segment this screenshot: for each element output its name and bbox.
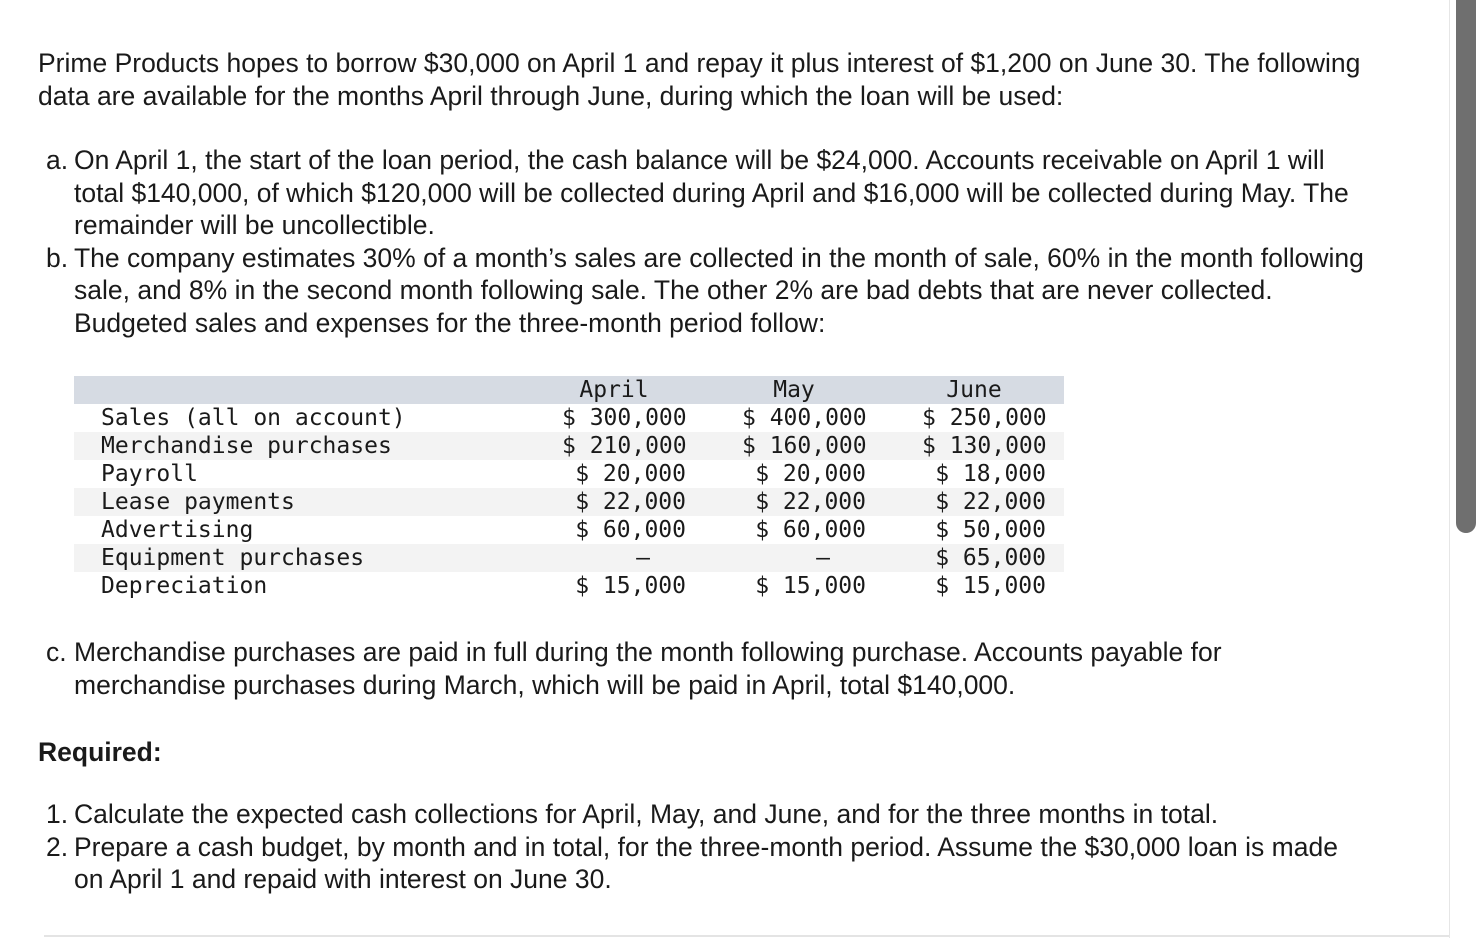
required-item-1 <box>38 798 1338 831</box>
list-item-line: remainder will be uncollectible. <box>74 210 435 240</box>
row-label: Lease payments <box>101 489 295 515</box>
list-marker: a. <box>46 145 69 175</box>
cell-april: – <box>636 545 650 571</box>
list-item-line: Merchandise purchases are paid in full during the month following purchase. Accounts payable for <box>74 637 1222 667</box>
cell-april: $ 300,000 <box>562 405 687 431</box>
cell-april: $ 60,000 <box>575 517 686 543</box>
list-item-line: total $140,000, of which $120,000 will be collected during April and $16,000 will be collected during May. The <box>74 177 1349 208</box>
cell-april: $ 22,000 <box>575 489 686 515</box>
table-row <box>74 432 1064 460</box>
scrollbar-thumb[interactable] <box>1456 0 1476 533</box>
table-row <box>74 404 1064 432</box>
list-marker: 2. <box>46 831 69 862</box>
cell-may: $ 20,000 <box>755 461 866 487</box>
cell-may: – <box>816 545 830 571</box>
vertical-scrollbar[interactable] <box>1449 0 1478 938</box>
budget-table <box>74 376 1064 600</box>
table-row <box>74 544 1064 572</box>
column-header-april: April <box>579 377 649 403</box>
required-list <box>38 798 1338 896</box>
list-item-a <box>38 144 1478 242</box>
list-item-line: sale, and 8% in the second month following sale. The other 2% are bad debts that are never collected. <box>74 275 1273 305</box>
list-item-line: on April 1 and repaid with interest on June 30. <box>74 864 612 894</box>
table-header <box>74 376 1064 404</box>
table-row <box>74 572 1064 600</box>
required-heading: Required: <box>38 737 162 767</box>
cell-june: $ 15,000 <box>935 573 1046 599</box>
row-label: Payroll <box>101 461 198 487</box>
list-marker: b. <box>46 242 69 273</box>
cell-april: $ 15,000 <box>575 573 686 599</box>
cell-may: $ 15,000 <box>755 573 866 599</box>
list-marker: c. <box>46 637 67 667</box>
list-item-line: Calculate the expected cash collections for April, May, and June, and for the three months in total. <box>74 799 1219 829</box>
intro-paragraph <box>38 47 1478 112</box>
list-item-line: The company estimates 30% of a month’s sales are collected in the month of sale, 60% in the month following <box>74 242 1364 273</box>
row-label: Merchandise purchases <box>101 433 392 459</box>
cell-june: $ 22,000 <box>935 489 1046 515</box>
cell-may: $ 160,000 <box>742 433 867 459</box>
cell-june: $ 50,000 <box>935 517 1046 543</box>
cell-april: $ 210,000 <box>562 433 687 459</box>
list-item-line: merchandise purchases during March, which will be paid in April, total $140,000. <box>74 669 1016 700</box>
bottom-divider <box>44 935 1450 937</box>
intro-line: Prime Products hopes to borrow $30,000 on April 1 and repay it plus interest of $1,200 on June 30. The following <box>38 48 1361 78</box>
cell-april: $ 20,000 <box>575 461 686 487</box>
cell-may: $ 60,000 <box>755 517 866 543</box>
table-row <box>74 516 1064 544</box>
list-marker: 1. <box>46 799 69 829</box>
list-item-line: Budgeted sales and expenses for the three-month period follow: <box>74 307 826 338</box>
cell-may: $ 22,000 <box>755 489 866 515</box>
required-item-2 <box>38 831 1338 896</box>
cell-june: $ 18,000 <box>935 461 1046 487</box>
row-label: Depreciation <box>101 573 268 599</box>
cell-june: $ 250,000 <box>922 405 1047 431</box>
column-header-may: May <box>773 377 815 403</box>
intro-line: data are available for the months April through June, during which the loan will be used: <box>38 80 1064 111</box>
table-row <box>74 488 1064 516</box>
problem-text <box>38 47 1478 339</box>
column-header-june: June <box>946 377 1002 403</box>
list-item-c <box>38 636 1222 701</box>
list-item-line: On April 1, the start of the loan period, the cash balance will be $24,000. Accounts receivable on April 1 will <box>74 145 1325 175</box>
requirements-list <box>38 144 1478 339</box>
cell-june: $ 130,000 <box>922 433 1047 459</box>
list-item-b <box>38 242 1478 340</box>
row-label: Sales (all on account) <box>101 405 406 431</box>
row-label: Advertising <box>101 517 254 543</box>
cell-june: $ 65,000 <box>935 545 1046 571</box>
row-label: Equipment purchases <box>101 545 365 571</box>
list-item-line: Prepare a cash budget, by month and in total, for the three-month period. Assume the $30,000 loan is made <box>74 831 1338 862</box>
table-row <box>74 460 1064 488</box>
cell-may: $ 400,000 <box>742 405 867 431</box>
